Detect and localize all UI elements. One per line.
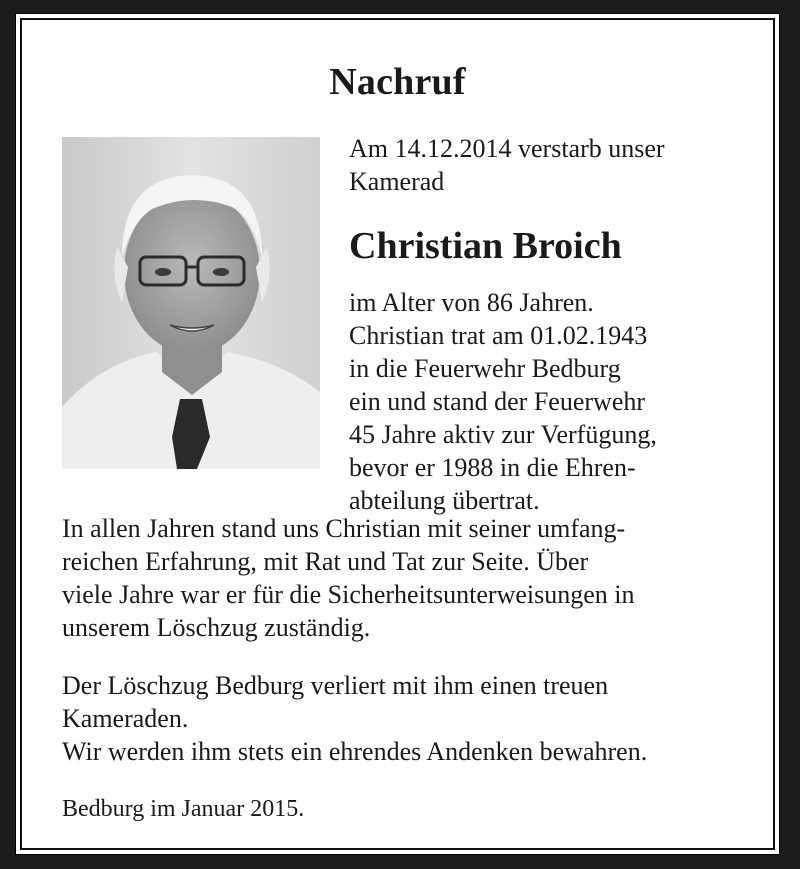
bio-line: in die Feuerwehr Bedburg xyxy=(349,354,621,383)
farewell-line: Der Löschzug Bedburg verliert mit ihm einen treuen xyxy=(62,671,609,700)
farewell-line: Kameraden. xyxy=(62,704,189,733)
service-line: reichen Erfahrung, mit Rat und Tat zur Seite. Über xyxy=(62,547,589,576)
bio-line: im Alter von 86 Jahren. xyxy=(349,288,594,317)
service-line: viele Jahre war er für die Sicherheitsunterweisungen in xyxy=(62,580,635,609)
intro-line: Am 14.12.2014 verstarb unser xyxy=(349,134,665,163)
service-line: In allen Jahren stand uns Christian mit seiner umfang- xyxy=(62,514,626,543)
bio-line: Christian trat am 01.02.1943 xyxy=(349,321,648,350)
bio-line: abteilung übertrat. xyxy=(349,486,540,515)
notice-title: Nachruf xyxy=(329,61,466,103)
deceased-name: Christian Broich xyxy=(349,225,622,267)
closing-line: Bedburg im Januar 2015. xyxy=(62,796,305,822)
farewell-line: Wir werden ihm stets ein ehrendes Andenken bewahren. xyxy=(62,737,648,766)
bio-line: 45 Jahre aktiv zur Verfügung, xyxy=(349,420,657,449)
service-line: unserem Löschzug zuständig. xyxy=(62,613,371,642)
bio-line: bevor er 1988 in die Ehren- xyxy=(349,453,636,482)
portrait-photo xyxy=(62,137,320,469)
bio-line: ein und stand der Feuerwehr xyxy=(349,387,646,416)
intro-line: Kamerad xyxy=(349,167,445,196)
obituary-notice xyxy=(15,13,780,855)
